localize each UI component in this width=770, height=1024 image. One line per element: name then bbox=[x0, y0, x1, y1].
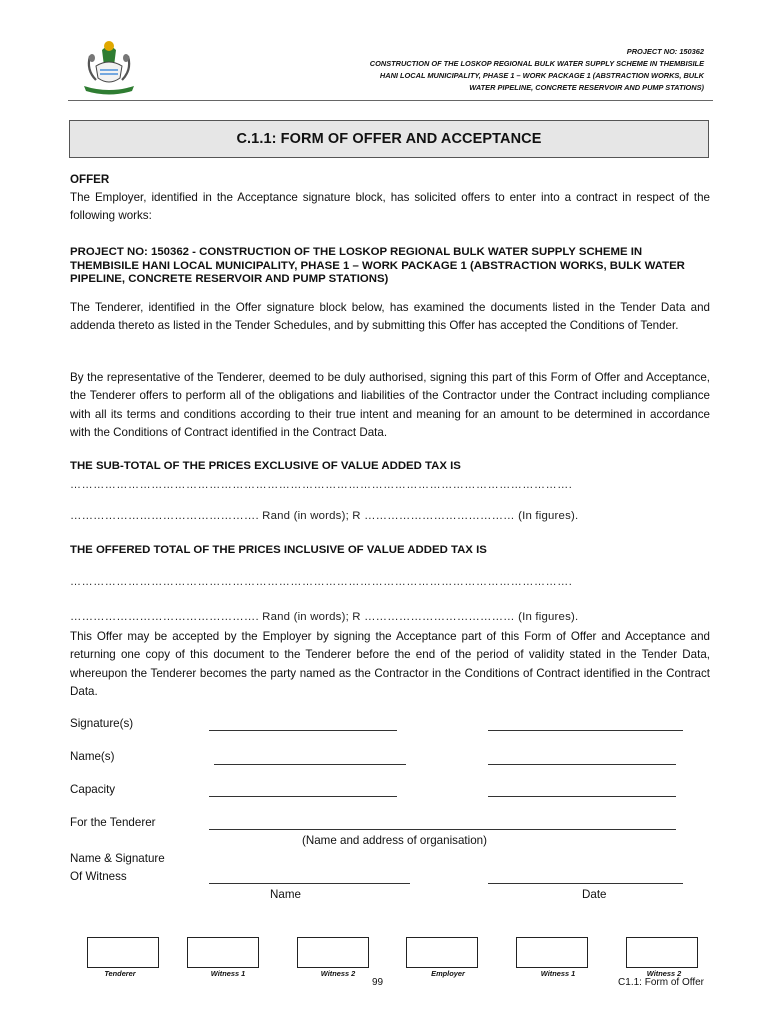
offer-heading: OFFER bbox=[70, 173, 110, 186]
initials-label-employer: Employer bbox=[431, 969, 465, 978]
witness-date-line[interactable] bbox=[488, 883, 683, 884]
total-amount-field[interactable]: …………………………………………………………………………………………………………………. bbox=[70, 576, 573, 588]
initials-label-employer-witness-1: Witness 1 bbox=[540, 969, 576, 978]
initials-box-witness-2[interactable] bbox=[297, 937, 369, 968]
witness-label-line-2: Of Witness bbox=[70, 870, 127, 883]
header-line-3: WATER PIPELINE, CONCRETE RESERVOIR AND PUMP STATIONS) bbox=[469, 83, 704, 92]
header-divider bbox=[68, 100, 713, 101]
signature-line-1[interactable] bbox=[209, 730, 397, 731]
subtotal-rand-line[interactable]: …………………………………………. Rand (in words); R ………………………………… (In figures). bbox=[70, 510, 579, 522]
total-rand-line[interactable]: …………………………………………. Rand (in words); R ………………………………… (In figures). bbox=[70, 611, 579, 623]
witness-name-caption: Name bbox=[270, 888, 301, 901]
witness-name-line[interactable] bbox=[209, 883, 410, 884]
offer-paragraph-1: The Tenderer, identified in the Offer signature block below, has examined the documents listed in the Tender Data and addenda thereto as listed in the Tender Schedules, and by submitting this Offer has accepted the Conditions of Tender. bbox=[70, 301, 710, 333]
signatures-label: Signature(s) bbox=[70, 717, 134, 730]
initials-box-employer[interactable] bbox=[406, 937, 478, 968]
signature-line-2[interactable] bbox=[488, 730, 683, 731]
initials-label-witness-2: Witness 2 bbox=[320, 969, 356, 978]
name-line-1[interactable] bbox=[214, 764, 406, 765]
offer-paragraph-2: By the representative of the Tenderer, deemed to be duly authorised, signing this part of this Form of Offer and Acceptance, the Tenderer offers to perform all of the obligations and liabilities of the Contractor under the Contract including compliance with all its terms and conditions according to their true intent and meaning for an amount to be determined in accordance with the Conditions of Contract identified in the Contract Data. bbox=[70, 371, 710, 440]
subtotal-heading: THE SUB-TOTAL OF THE PRICES EXCLUSIVE OF VALUE ADDED TAX IS bbox=[70, 460, 461, 472]
header-project-info bbox=[274, 46, 704, 94]
initials-label-tenderer: Tenderer bbox=[104, 969, 136, 978]
municipality-crest-logo bbox=[76, 36, 142, 96]
offer-intro: The Employer, identified in the Acceptance signature block, has solicited offers to enter into a contract in respect of the following works: bbox=[70, 191, 710, 223]
initials-box-tenderer[interactable] bbox=[87, 937, 159, 968]
for-tenderer-label: For the Tenderer bbox=[70, 816, 156, 829]
capacity-label: Capacity bbox=[70, 783, 116, 796]
page-number: 99 bbox=[372, 977, 384, 988]
header-line-2: HANI LOCAL MUNICIPALITY, PHASE 1 – WORK PACKAGE 1 (ABSTRACTION WORKS, BULK bbox=[379, 71, 704, 80]
name-line-2[interactable] bbox=[488, 764, 676, 765]
capacity-line-1[interactable] bbox=[209, 796, 397, 797]
initials-box-employer-witness-2[interactable] bbox=[626, 937, 698, 968]
names-label: Name(s) bbox=[70, 750, 115, 763]
total-heading: THE OFFERED TOTAL OF THE PRICES INCLUSIVE OF VALUE ADDED TAX IS bbox=[70, 544, 487, 556]
initials-box-employer-witness-1[interactable] bbox=[516, 937, 588, 968]
form-reference: C1.1: Form of Offer bbox=[618, 977, 704, 988]
subtotal-amount-field[interactable]: …………………………………………………………………………………………………………………. bbox=[70, 479, 573, 491]
form-title: C.1.1: FORM OF OFFER AND ACCEPTANCE bbox=[69, 120, 709, 158]
project-description: PROJECT NO: 150362 - CONSTRUCTION OF THE LOSKOP REGIONAL BULK WATER SUPPLY SCHEME IN THEMBISILE HANI LOCAL MUNICIPALITY, PHASE 1 – WORK PACKAGE 1 (ABSTRACTION WORKS, BULK WATER PIPELINE, CONCRETE RESERVOIR AND PUMP STATIONS) bbox=[70, 246, 685, 286]
header-project-no: PROJECT NO: 150362 bbox=[626, 47, 704, 56]
capacity-line-2[interactable] bbox=[488, 796, 676, 797]
organisation-caption: (Name and address of organisation) bbox=[302, 834, 487, 847]
initials-box-witness-1[interactable] bbox=[187, 937, 259, 968]
header-line-1: CONSTRUCTION OF THE LOSKOP REGIONAL BULK WATER SUPPLY SCHEME IN THEMBISILE bbox=[369, 59, 704, 68]
initials-label-witness-1: Witness 1 bbox=[210, 969, 246, 978]
organisation-line[interactable] bbox=[209, 829, 676, 830]
initials-label-employer-witness-2: Witness 2 bbox=[646, 969, 682, 978]
witness-label-line-1: Name & Signature bbox=[70, 852, 165, 865]
witness-date-caption: Date bbox=[582, 888, 607, 901]
offer-paragraph-3: This Offer may be accepted by the Employer by signing the Acceptance part of this Form of Offer and Acceptance and returning one copy of this document to the Tenderer before the end of the period of validity stated in the Tender Data, whereupon the Tenderer becomes the party named as the Contractor in the Conditions of Contract identified in the Contract Data. bbox=[70, 630, 710, 699]
